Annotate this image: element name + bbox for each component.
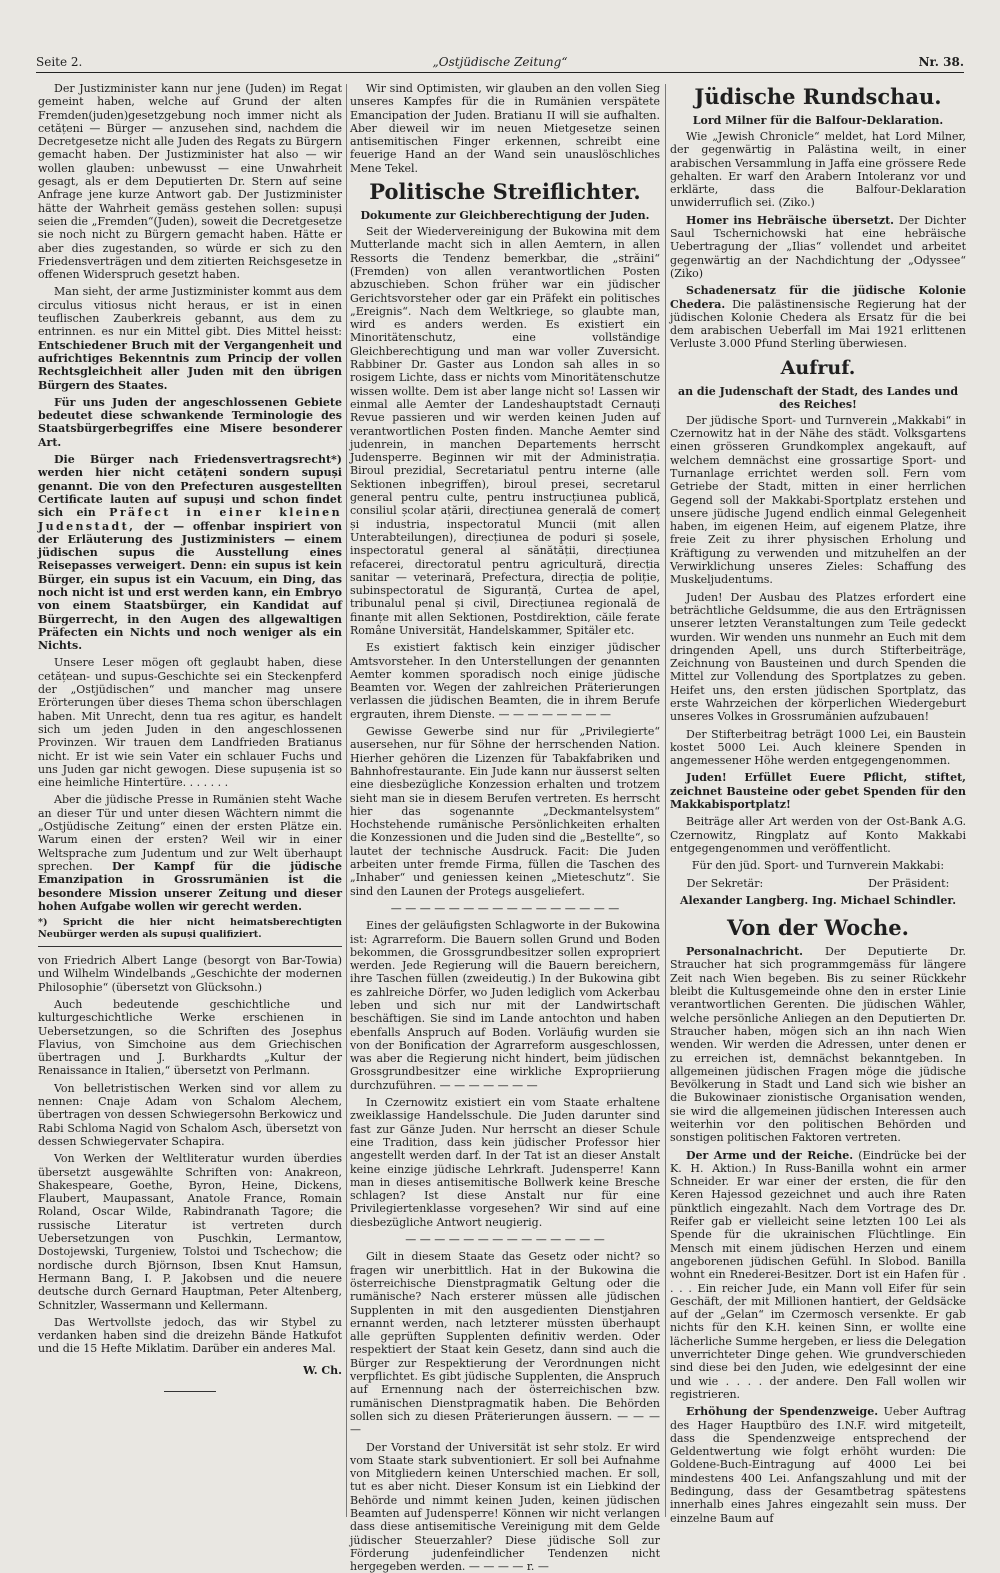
- article-paragraph: [38, 453, 342, 652]
- paragraph-text: Ueber Auftrag des Hager Hauptbüro des I.N.F. wird mitgeteilt, dass die Spendenzweige entsprechend der Geldentwertung wie folgt erhöht wurden: Die Goldene-Buch-Eintragung auf 4000 Lei bei mindestens 400 Lei. Anfangszahlung und mit der Bedingung, dass der Gesamtbetrag spätestens innerhalb eines Jahres eingezahlt sein muss. Der einzelne Baum auf: [670, 1405, 966, 1524]
- paragraph-text: (Eindrücke bei der K. H. Aktion.) In Russ-Banilla wohnt ein armer Schneider. Er war einer der ersten, die für den Keren Hajessod gezeichnet und auch ihre Raten pünktlich eingezahlt. Nach dem Vortrage des Dr. Reifer gab er vielleicht seine letzten 100 Lei als Spende für die ukrainischen Flüchtlinge. Ein Mensch mit einem jüdischen Herzen und einem angeborenen jüdischen Gefühl. In Slobod. Banilla wohnt ein Rnederei-Besitzer. Dort ist ein Hafen für . . . . Ein reicher Jude, ein Mann voll Eifer für sein Geschäft, der mit Millionen hantiert, der Geldsäcke auf der „Gelan“ im Czermosch versenkte. Er gab nichts für den K.H. keinen Sinn, er wollte eine lächerliche Summe hergeben, er liess die Delegation unverrichteter Dinge gehen. Wie grundverschieden sind diese bei den Juden, wie edelgesinnt der eine und wie . . . . der andere. Den Fall wollen wir registrieren.: [670, 1149, 966, 1401]
- article-paragraph: Juden! Der Ausbau des Platzes erfordert eine beträchtliche Geldsumme, die aus den Erträgnissen unserer letzten Veranstaltungen zum Teile gedeckt wurden. Wir wenden uns nunmehr an Euch mit dem dringenden Apell, uns durch Stifterbeiträge, Zeichnung von Bausteinen und durch Spenden die Mittel zur Vollendung des Sportplatzes zu geben. Heifet uns, den ersten jüdischen Sportplatz, das erste Wahrzeichen der körperlichen Wiedergeburt unseres Volkes in Grossrumänien aufzubauen!: [670, 591, 966, 724]
- spaced-text: Präfect in einer kleinen Judenstadt,: [38, 506, 342, 532]
- paragraph-text: Die palästinensische Regierung hat der jüdischen Kolonie Chedera als Ersatz für die bei dem arabischen Ueberfall im Mai 1921 erlittenen Verluste 3.000 Pfund Sterling überwiesen.: [670, 298, 966, 351]
- column-left: [38, 82, 342, 1517]
- emphasis-text: Entschiedener Bruch mit der Vergangenheit und aufrichtiges Bekenntnis zum Princip der vollen Rechtsgleichheit aller Juden mit den übrigen Bürgern des Staates.: [38, 339, 342, 392]
- section-subtitle: Dokumente zur Gleichberechtigung der Juden.: [350, 209, 660, 222]
- article-paragraph: Eines der geläufigsten Schlagworte in der Bukowina ist: Agrarreform. Die Bauern sollen Grund und Boden bekommen, die Grossgrundbesitzer sollen expropriert werden. Jede Regierung will die Bauern bereichern, ihre Taschen füllen (zweideutig.) In der Bukowina gibt es zahlreiche Dörfer, wo Juden lediglich vom Ackerbau leben und sich nur mit der Landwirtschaft beschäftigen. Sie sind im Lande antochton und haben ebenfalls Anspruch auf Boden. Vorläufig wurden sie von der Bonification der Agrarreform ausgeschlossen, was aber die Regierung nicht hindert, beim jüdischen Grossgrundbesitzer eine wirkliche Expropriierung durchzuführen. — — — — — — —: [350, 919, 660, 1092]
- article-paragraph: [670, 1149, 966, 1402]
- article-paragraph: Es existiert faktisch kein einziger jüdischer Amtsvorsteher. In den Unterstellungen der genannten Aemter kommen sporadisch noch einige jüdische Beamten vor. Wegen der zahlreichen Präterierungen verlassen die jüdischen Beamten, die in ihrem Berufe ergrauten, ihrem Dienste. — — — — — — — —: [350, 641, 660, 721]
- article-paragraph: Für uns Juden der angeschlossenen Gebiete bedeutet diese schwankende Terminologie des Staatsbürgerbegriffes eine Misere besonderer Art.: [38, 396, 342, 449]
- column-middle: [350, 82, 660, 1517]
- section-title: Jüdische Rundschau.: [670, 84, 966, 110]
- issue-number: Nr. 38.: [919, 52, 964, 72]
- article-paragraph: Unsere Leser mögen oft geglaubt haben, diese cetățean- und supus-Geschichte sei ein Steckenpferd der „Ostjüdischen“ und mancher mag unsere Erörterungen über dieses Thema schon überschlagen haben. Mit Unrecht, denn tua res agitur, es handelt sich um jeden Juden in den angeschlossenen Provinzen. Wir trauen dem Landfrieden Bratianus nicht. Er ist wie sein Vater ein schlauer Fuchs und uns Juden gar nicht gewogen. Diese supușenia ist so eine heimliche Hintertüre. . . . . . .: [38, 656, 342, 789]
- article-paragraph: Der Stifterbeitrag beträgt 1000 Lei, ein Baustein kostet 5000 Lei. Auch kleinere Spenden in angemessener Höhe werden entgegengenommen.: [670, 728, 966, 768]
- page-header: [36, 52, 964, 73]
- signature-roles: Der Sekretär: Der Präsident:: [670, 877, 966, 890]
- section-title: Aufruf.: [670, 355, 966, 381]
- article-paragraph: In Czernowitz existiert ein vom Staate erhaltene zweiklassige Handelsschule. Die Juden darunter sind fast zur Gänze Juden. Nur herrscht an dieser Schule eine Tradition, dass kein jüdischer Professor hier angestellt werden darf. In der Tat ist an dieser Anstalt keine einzige jüdische Lehrkraft. Judensperre! Kann man in dieses antisemitische Bollwerk keine Bresche schlagen? Ist diese Anstalt nur für eine Privilegiertenklasse vorgesehen? Wir sind auf eine diesbezügliche Antwort neugierig.: [350, 1096, 660, 1229]
- article-paragraph: Wie „Jewish Chronicle“ meldet, hat Lord Milner, der gegenwärtig in Palästina weilt, in einer arabischen Versammlung in Jaffa eine grössere Rede gehalten. Er warf den Arabern Intoleranz vor und erklärte, dass die Balfour-Deklaration unwiderruflich sei. (Ziko.): [670, 130, 966, 210]
- paragraph-text: Die Bürger nach Friedensvertragsrecht*) werden hier nicht cetățeni sondern supuși genannt. Die von den Prefecturen ausgestellten Certificate lauten auf supuși und schon findet sich ein: [38, 453, 342, 519]
- article-paragraph: Für den jüd. Sport- und Turnverein Makkabi:: [670, 859, 966, 872]
- section-title: Von der Woche.: [670, 915, 966, 941]
- newspaper-title: „Ostjüdische Zeitung“: [36, 52, 964, 72]
- article-paragraph: Von belletristischen Werken sind vor allem zu nennen: Cnaje Adam von Schalom Alechem, übertragen von dessen Schwiegersohn Berkowicz und Rabi Schloma Nagid von Schalom Asch, übersetzt von dessen Schwiegervater Schapira.: [38, 1082, 342, 1148]
- section-subtitle: an die Judenschaft der Stadt, des Landes und des Reiches!: [670, 385, 966, 411]
- news-heading: Personalnachricht.: [686, 945, 803, 958]
- paragraph-text: Aber die jüdische Presse in Rumänien steht Wache an dieser Tür und unter diesen Wächtern nimmt die „Ostjüdische Zeitung“ einen der ersten Plätze ein. Warum einen der ersten? Weil wir in einer Weltsprache zum Judentum und zur Welt überhaupt sprechen.: [38, 793, 342, 872]
- column-right: [670, 82, 966, 1517]
- article-paragraph: Der Vorstand der Universität ist sehr stolz. Er wird vom Staate stark subventioniert. Er soll bei Aufnahme von Mitgliedern keinen Unterschied machen. Er soll, tut es aber nicht. Dieser Konsum ist ein Liebkind der Behörde und nimmt keinen Juden, keinen jüdischen Beamten auf Judensperre! Können wir nicht verlangen dass diese antisemitische Vereinigung mit dem Gelde jüdischer Steuerzahler? Diese jüdische Soll zur Förderung judenfeindlicher Tendenzen nicht hergegeben werden. — — — — r. —: [350, 1441, 660, 1573]
- article-paragraph: [38, 793, 342, 913]
- article-paragraph: Auch bedeutende geschichtliche und kulturgeschichtliche Werke erschienen in Uebersetzungen, so die Schriften des Josephus Flavius, von Simchoine aus dem Griechischen übertragen und J. Burkhardts „Kultur der Renaissance in Italien,“ übersetzt von Perlmann.: [38, 998, 342, 1078]
- signature-names: Alexander Langberg. Ing. Michael Schindler.: [670, 894, 966, 907]
- article-paragraph: Juden! Erfüllet Euere Pflicht, stiftet, zeichnet Bausteine oder gebet Spenden für den Makkabisportplatz!: [670, 771, 966, 811]
- article-paragraph: Der Justizminister kann nur jene (Juden) im Regat gemeint haben, welche auf Grund der alten Fremden(juden)gesetzgebung noch immer nicht als cetățeni — Bürger — anzusehen sind, nachdem die Decretgesetze nicht alle Juden des Regats zu Bürgern gemacht haben. Der Justizminister hat also — wir wollen glauben: unbewusst — eine Unwahrheit gesagt, als er dem Deputierten Dr. Stern auf seine Anfrage jene kurze Antwort gab. Der Justizminister hätte der Wahrheit gemäss gestehen sollen: supuși seien die „Fremden“(Juden), soweit die Decretgesetze sie noch nicht zu Bürgern gemacht haben. Hätte er aber dies zugestanden, so würde er sich zu den Friedensverträgen und dem zitierten Reichsgesetze in offenen Widerspruch gesetzt haben.: [38, 82, 342, 281]
- article-paragraph: Beiträge aller Art werden von der Ost-Bank A.G. Czernowitz, Ringplatz auf Konto Makkabi entgegengenommen und veröffentlicht.: [670, 815, 966, 855]
- dash-separator: — — — — — — — — — — — — — — — —: [350, 902, 660, 915]
- article-paragraph: [670, 945, 966, 1144]
- article-paragraph: Gilt in diesem Staate das Gesetz oder nicht? so fragen wir unerbittlich. Hat in der Bukowina die österreichische Dienstpragmatik Geltung oder die rumänische? Nach ersterer müssen alle jüdischen Supplenten in mit den ausgedienten Dienstjahren ernannt werden, nach letzterer müssten überhaupt alle geprüften Supplenten definitiv werden. Oder respektiert der Staat kein Gesetz, dann sind auch die Bürger zur Respektierung der Verordnungen nicht verpflichtet. Es gibt jüdische Supplenten, die Anspruch auf Ernennung nach der österreichischen bzw. rumänischen Dienstpragmatik haben. Die Behörden sollen sich zu diesen Präterierungen äussern. — — — —: [350, 1250, 660, 1436]
- article-signature: W. Ch.: [38, 1364, 342, 1377]
- news-heading: Erhöhung der Spendenzweige.: [686, 1405, 878, 1418]
- article-paragraph: Seit der Wiedervereinigung der Bukowina mit dem Mutterlande macht sich in allen Aemtern, in allen Ressorts die Tendenz bemerkbar, die „străini“ (Fremden) von allen verantwortlichen Posten abzuschieben. Schon früher war ein jüdischer Gerichtsvorsteher oder gar ein Präfekt ein politisches „Ereignis“. Nach dem Weltkriege, so glaubte man, wird es anders werden. Es existiert ein Minoritätenschutz, eine vollständige Gleichberechtigung und man war voller Zuversicht. Rabbiner Dr. Gaster aus London sah alles in so rosigem Lichte, dass er nichts vom Minoritätenschutze wissen wollte. Dem ist aber lange nicht so! Lassen wir einmal alle Aemter der Landeshauptstadt Cernauți Revue passieren und wir werden keinen Juden auf verantwortlichen Posten finden. Manche Aemter sind judenrein, in manchen Departements herrscht Judensperre. Beginnen wir mit der Administrația. Biroul prezidial, Secretariatul pentru interne (alle Sektionen inbegriffen), biroul presei, secretarul general pentru culte, pentru instrucțiunea publică, consiliul școlar ațării, direcțiunea generală de comerț și industria, inspectoratul Muncii (mit allen Unterabteilungen), direcțiunea de poduri și șosele, inspectoratul general al sănătății, direcțiunea refacerei, directoratul pentru agricultură, direcția sanitar — veterinară, Prefectura, direcția de poliție, subinspectoratul de Siguranță, Curtea de apel, tribunalul penal și civil, Direcțiunea regională de finanțe mit allen Sektionen, Postdirektion, căile ferate Române Universität, Handelskammer, Spitäler etc.: [350, 225, 660, 637]
- footnote: *) Spricht die hier nicht heimatsberechtigten Neubürger werden als supuși qualifiziert.: [38, 917, 342, 940]
- article-paragraph: Der jüdische Sport- und Turnverein „Makkabi“ in Czernowitz hat in der Nähe des städt. Volksgartens einen grösseren Grundkomplex angekauft, auf welchem demnächst eine grossartige Sport- und Turnanlage errichtet werden soll. Fern vom Getriebe der Stadt, mitten in einer herrlichen Gegend soll der Makkabi-Sportplatz erstehen und unsere jüdische Jugend endlich einmal Gelegenheit haben, im eigenen Heim, auf eigenem Platze, ihre freie Zeit zu ihrer physischen Erholung und Kräftigung zu verwenden und mitzuhelfen an der Verwirklichung unseres Zieles: Schaffung des Muskeljudentums.: [670, 414, 966, 587]
- article-paragraph: [670, 214, 966, 280]
- article-paragraph: Von Werken der Weltliteratur wurden überdies übersetzt ausgewählte Schriften von: Anakreon, Shakespeare, Goethe, Byron, Heine, Dickens, Flaubert, Maupassant, Anatole France, Romain Roland, Oscar Wilde, Rabindranath Tagore; die russische Literatur ist vertreten durch Uebersetzungen von Puschkin, Lermantow, Dostojewski, Turgeniew, Tolstoi und Tschechow; die nordische durch Björnson, Ibsen Knut Hamsun, Hermann Bang, I. P. Jakobsen und die neuere deutsche durch Gernard Hauptman, Peter Altenberg, Schnitzler, Wassermann und Kellermann.: [38, 1152, 342, 1312]
- article-paragraph: [670, 284, 966, 350]
- article-paragraph: Gewisse Gewerbe sind nur für „Privilegierte“ ausersehen, nur für Söhne der herrschenden Nation. Hierher gehören die Lizenzen für Tabakfabriken und Bahnhofrestaurante. Ein Jude kann nur äusserst selten eine diesbezügliche Konzession erhalten und trotzem sieht man sie in diesem Berufen vertreten. Es herrscht hier das sogenannte „Deckmantelsystem“ Hochstehende rumänische Persönlichkeiten erhalten die Konzessionen und die Juden sind die „Bestellte“, so lautet der technische Ausdruck. Facit: Die Juden arbeiten unter fremde Firma, füllen die Taschen des „Inhaber“ und geniessen keinen „Mieteschutz“. Sie sind den Launen der Protegs ausgeliefert.: [350, 725, 660, 898]
- article-paragraph: [670, 1405, 966, 1525]
- article-paragraph: Wir sind Optimisten, wir glauben an den vollen Sieg unseres Kampfes für die in Rumänien verspätete Emancipation der Juden. Bratianu II will sie aufhalten. Aber dieweil wir im neuen Mietgesetze seinen antisemitischen Finger erkennen, schreibt eine feuerige Hand an der Wand sein unauslöschliches Mene Tekel.: [350, 82, 660, 175]
- news-heading: Lord Milner für die Balfour-Deklaration.: [670, 114, 966, 127]
- article-paragraph: [38, 285, 342, 391]
- paragraph-text: der — offenbar inspiriert von der Erläuterung des Justizministers — einem jüdischen supus die Ausstellung eines Reisepasses verweigert. Denn: ein supus ist kein Bürger, ein supus ist ein Vacuum, ein Ding, das noch nicht ist und erst werden kann, ein Embryo von einem Staatsbürger, ein Kandidat auf Bürgerrecht, in den Augen des allgewaltigen Präfecten ein Nichts und noch weniger als ein Nichts.: [38, 520, 342, 653]
- page-number: Seite 2.: [36, 52, 82, 72]
- section-title: Politische Streiflichter.: [350, 179, 660, 205]
- end-rule: [164, 1391, 216, 1392]
- column-divider: [346, 84, 347, 1517]
- news-heading: Homer ins Hebräische übersetzt.: [686, 214, 894, 227]
- news-heading: Der Arme und der Reiche.: [686, 1149, 853, 1162]
- dash-separator: — — — — — — — — — — — — — —: [350, 1233, 660, 1246]
- article-paragraph: von Friedrich Albert Lange (besorgt von Bar-Towia) und Wilhelm Windelbands „Geschichte der modernen Philosophie“ (übersetzt von Glücksohn.): [38, 954, 342, 994]
- emphasis-text: Der Kampf für die jüdische Emanzipation in Grossrumänien ist die besondere Mission unserer Zeitung und dieser hohen Aufgabe wollen wir gerecht werden.: [38, 860, 342, 913]
- column-divider: [665, 84, 666, 1517]
- paragraph-text: Man sieht, der arme Justizminister kommt aus dem circulus vitiosus nicht heraus, er ist in einen teuflischen Zauberkreis gebannt, aus dem zu entrinnen. es nur ein Mittel gibt. Dies Mittel heisst:: [38, 285, 342, 338]
- section-separator: [38, 946, 342, 947]
- news-heading: Schadenersatz für die jüdische Kolonie Chedera.: [670, 284, 966, 310]
- paragraph-text: Der Deputierte Dr. Straucher hat sich programmgemäss für längere Zeit nach Wien begeben. Bis zu seiner Rückkehr bleibt die Kultusgemeinde ohne den in erster Linie verantwortlichen Gerenten. Die jüdischen Wähler, welche persönliche Anliegen an den Deputierten Dr. Straucher haben, mögen sich an ihn nach Wien wenden. Wir werden die Adressen, unter denen er zu erreichen ist, demnächst bekanntgeben. In allgemeinen jüdischen Fragen möge die jüdische Bevölkerung in Stadt und Land sich wie bisher an die Bukowinaer zionistische Organisation wenden, sie wird die allgemeinen jüdischen Interessen auch weiterhin vor den politischen Behörden und sonstigen politischen Faktoren vertreten.: [670, 945, 966, 1144]
- paragraph-text: Der Dichter Saul Tschernichowski hat eine hebräische Uebertragung der „Ilias“ vollendet und arbeitet gegenwärtig an der Nachdichtung der „Odyssee“ (Ziko): [670, 214, 966, 280]
- article-paragraph: Das Wertvollste jedoch, das wir Stybel zu verdanken haben sind die dreizehn Bände Hatkufot und die 15 Hefte Miklatim. Darüber ein anderes Mal.: [38, 1316, 342, 1356]
